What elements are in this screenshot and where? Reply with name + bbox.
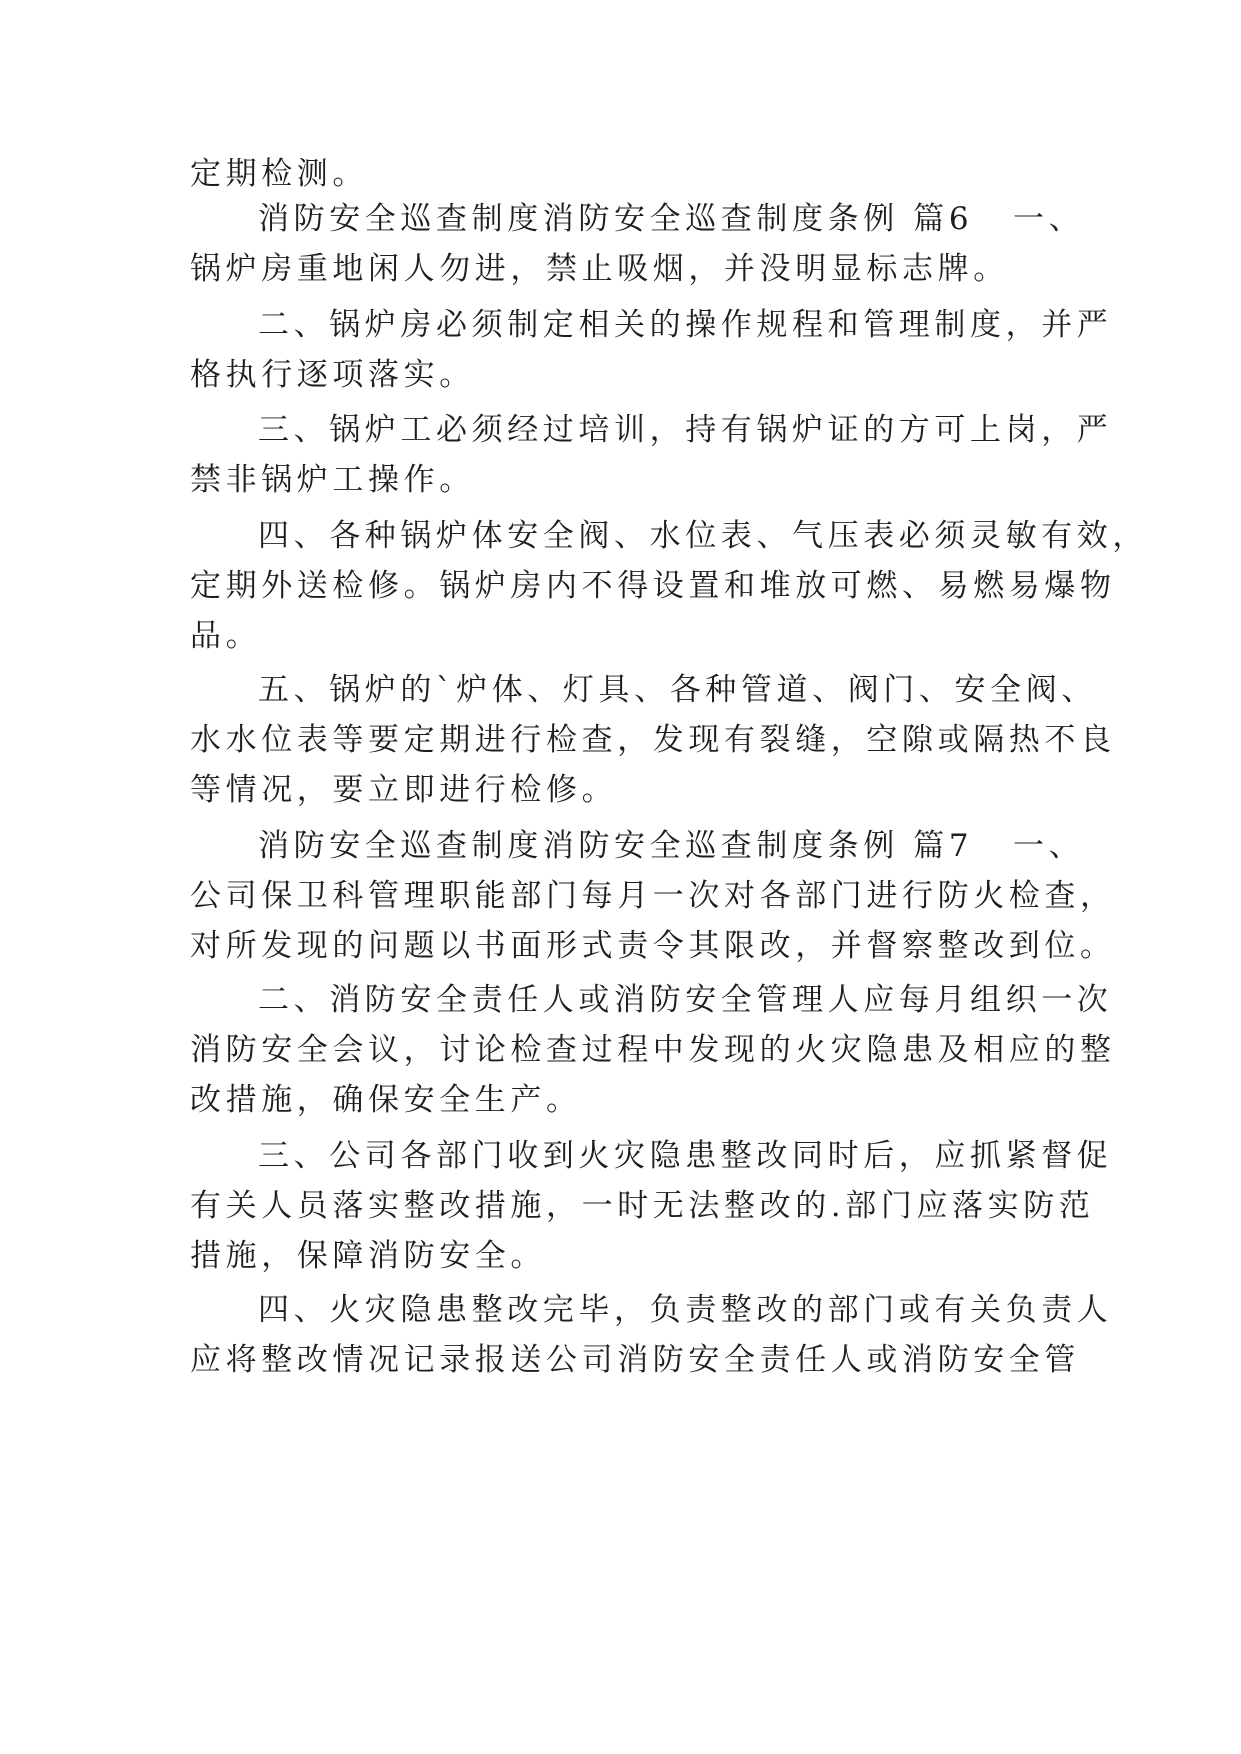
section-7-heading: 消防安全巡查制度消防安全巡查制度条例 篇7: [258, 828, 974, 864]
paragraph-1-line-1: 锅炉房重地闲人勿进，禁止吸烟，并没明显标志牌。: [190, 251, 1009, 287]
paragraph-9-line-0: 四、火灾隐患整改完毕，负责整改的部门或有关负责人: [258, 1292, 1113, 1328]
paragraph-6-line-1: 公司保卫科管理职能部门每月一次对各部门进行防火检查，: [190, 878, 1116, 914]
section-7-item-marker: 一、: [1013, 828, 1085, 864]
paragraph-2-line-1: 格执行逐项落实。: [190, 357, 475, 393]
paragraph-3-line-0: 三、锅炉工必须经过培训，持有锅炉证的方可上岗，严: [258, 412, 1113, 448]
paragraph-2-line-0: 二、锅炉房必须制定相关的操作规程和管理制度，并严: [258, 307, 1113, 343]
paragraph-7-line-1: 消防安全会议，讨论检查过程中发现的火灾隐患及相应的整: [190, 1032, 1116, 1068]
paragraph-4-line-0: 四、各种锅炉体安全阀、水位表、气压表必须灵敏有效，: [258, 518, 1148, 554]
paragraph-5-line-1: 水水位表等要定期进行检查，发现有裂缝，空隙或隔热不良: [190, 722, 1116, 758]
paragraph-7-line-0: 二、消防安全责任人或消防安全管理人应每月组织一次: [258, 982, 1113, 1018]
paragraph-0-line-0: 定期检测。: [190, 156, 368, 192]
paragraph-4-line-1: 定期外送检修。锅炉房内不得设置和堆放可燃、易燃易爆物: [190, 568, 1116, 604]
section-6-heading: 消防安全巡查制度消防安全巡查制度条例 篇6: [258, 201, 974, 237]
paragraph-9-line-1: 应将整改情况记录报送公司消防安全责任人或消防安全管: [190, 1342, 1080, 1378]
paragraph-3-line-1: 禁非锅炉工操作。: [190, 462, 475, 498]
paragraph-8-line-0: 三、公司各部门收到火灾隐患整改同时后，应抓紧督促: [258, 1138, 1113, 1174]
paragraph-7-line-2: 改措施，确保安全生产。: [190, 1082, 582, 1118]
paragraph-5-line-0: 五、锅炉的`炉体、灯具、各种管道、阀门、安全阀、: [258, 672, 1097, 708]
paragraph-6-line-2: 对所发现的问题以书面形式责令其限改，并督察整改到位。: [190, 928, 1116, 964]
paragraph-4-line-2: 品。: [190, 618, 262, 654]
paragraph-8-line-2: 措施，保障消防安全。: [190, 1238, 546, 1274]
section-6-item-marker: 一、: [1013, 201, 1085, 237]
paragraph-8-line-1: 有关人员落实整改措施，一时无法整改的.部门应落实防范: [190, 1188, 1095, 1224]
paragraph-5-line-2: 等情况，要立即进行检修。: [190, 772, 618, 808]
